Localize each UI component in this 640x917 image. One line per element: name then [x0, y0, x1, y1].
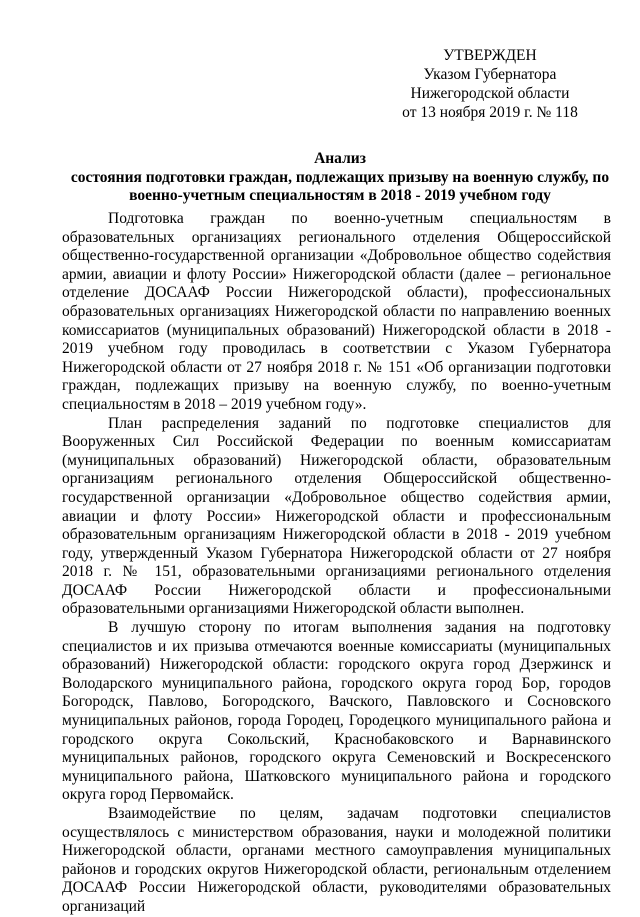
approval-line-approved: УТВЕРЖДЕН [443, 47, 537, 64]
document-title [60, 150, 620, 206]
paragraph-plan: План распределения заданий по подготовке специалистов для Вооруженных Сил Российской Федерации по военным комиссариатам (муниципальных образований) Нижегородской области, образовательным организациям регионального отделения Общероссийской общественно-государственной организации «Добровольное общество содействия армии, авиации и флоту России» Нижегородской области и профессиональным образовательным организациям Нижегородской области в 2018 - 2019 учебном году, утвержденный Указом Губернатора Нижегородской области от 27 ноября 2018 г. № 151, образовательными организациями регионального отделения ДОСААФ России Нижегородской области и профессиональными образовательными организациями Нижегородской области выполнен. [62, 414, 611, 618]
approval-line-date: от 13 ноября 2019 г. № 118 [402, 104, 578, 121]
paragraph-training: Подготовка граждан по военно-учетным специальностям в образовательных организациях регионального отделения Общероссийской общественно-государственной организации «Добровольное общество содействия армии, авиации и флоту России» Нижегородской области (далее – региональное отделение ДОСААФ России Нижегородской области), профессиональных образовательных организациях Нижегородской области по направлению военных комиссариатов (муниципальных образований) Нижегородской области в 2018 - 2019 учебном году проводилась в соответствии с Указом Губернатора Нижегородской области от 27 ноября 2018 г. № 151 «Об организации подготовки граждан, подлежащих призыву на военную службу, по военно-учетным специальностям в 2018 – 2019 учебном году». [62, 210, 611, 413]
document-body [62, 210, 611, 917]
title-line-subject: состояния подготовки граждан, подлежащих призыву на военную службу, по [70, 168, 610, 186]
paragraph-interaction: Взаимодействие по целям, задачам подготовки специалистов осуществлялось с министерством образования, науки и молодежной политики Нижегородской области, органами местного самоуправления муниципальных районов и городских округов Нижегородской области, региональным отделением ДОСААФ России Нижегородской области, руководителями образовательных организаций [62, 805, 611, 915]
approval-stamp [380, 46, 600, 122]
approval-line-region: Нижегородской области [410, 85, 570, 102]
title-line-period: военно-учетным специальностям в 2018 - 2019 учебном году [129, 187, 551, 204]
paragraph-best-results: В лучшую сторону по итогам выполнения задания на подготовку специалистов и их призыва отмечаются военные комиссариаты (муниципальных образований) Нижегородской области: городского округа город Дзержинск и Володарского муниципального района, городского округа город Бор, городов Богородск, Павлово, Богородского, Вачского, Павловского и Сосновского муниципальных районов, города Городец, Городецкого муниципального района и городского округа Сокольский, Краснобаковского и Варнавинского муниципальных районов, городского округа Семеновский и Воскресенского муниципального района, Шатковского муниципального района и городского округа город Первомайск. [62, 619, 611, 804]
approval-line-decree: Указом Губернатора [423, 66, 557, 83]
title-line-analysis: Анализ [314, 150, 366, 167]
